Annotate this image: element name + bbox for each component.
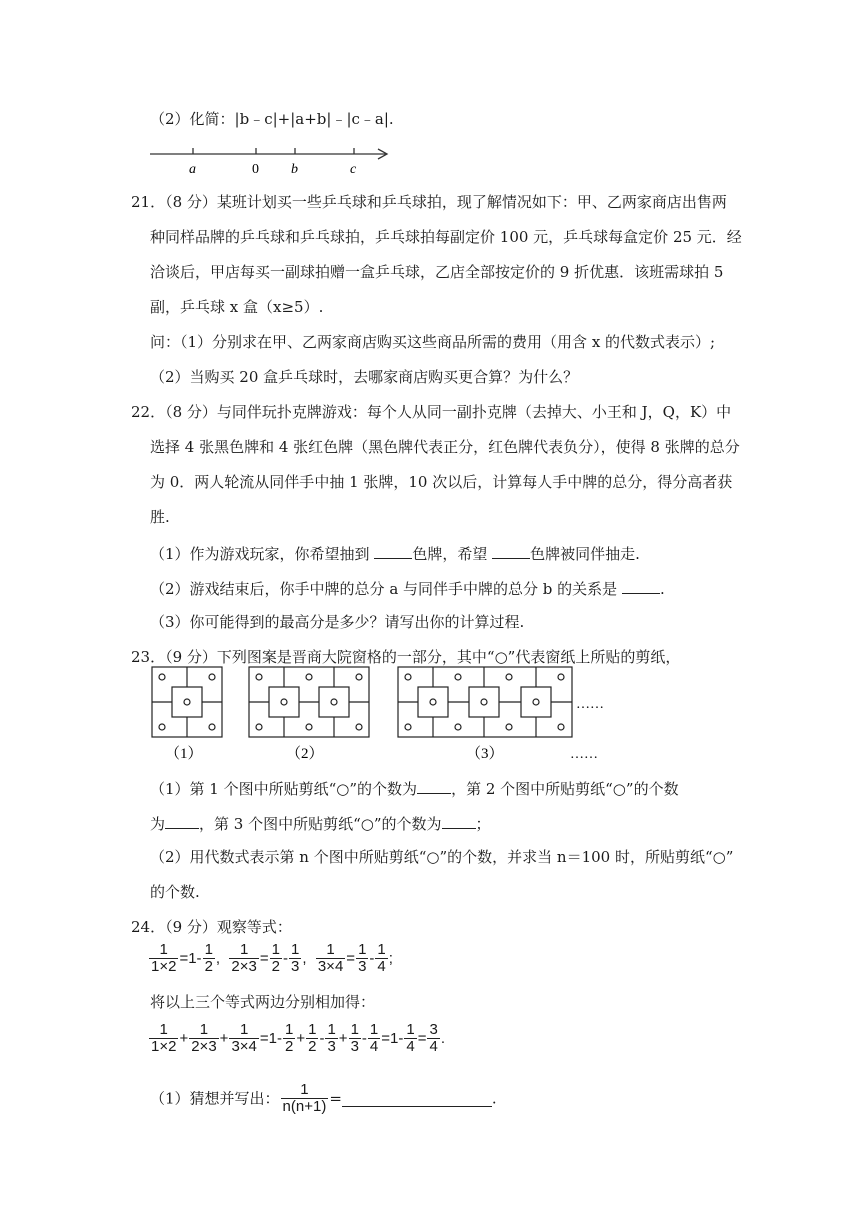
label-a: a [189,162,196,177]
q23-sub1-line1: （1）第 1 个图中所贴剪纸“○”的个数为 ，第 2 个图中所贴剪纸“○”的个数 [150,777,679,799]
ellipsis-right: …… [576,697,604,712]
ellipsis-bottom: …… [570,747,598,762]
answer-blank[interactable] [342,1090,492,1107]
q22-sub3: （3）你可能得到的最高分是多少？请写出你的计算过程. [150,613,525,631]
q23-sub2-line2: 的个数. [150,883,200,901]
q24-sub1: （1）猜想并写出： $\frac{1}{n(n+1)}$ = . [150,1081,497,1115]
equation-row-2: $\frac{1}{1\times 2}$ + $\frac{1}{2\times 3}$ + $\frac{1}{3\times 4}$ =1- $\frac{1}{2}$ + $\frac{1}{2}$ - $\frac{1}{3}$ + $\frac{1}{3}$ - $\frac{1}{4}$ =1- $\frac{1}{4}$ = $\frac{3}{4}$ . [151,1021,445,1055]
label-c: c [350,162,357,177]
q22-line1: 22．（8 分）与同伴玩扑克牌游戏：每个人从同一副扑克牌（去掉大、小王和 J，Q，K）中 [131,403,732,421]
label-b: b [291,162,298,177]
q22-line3: 为 0．两人轮流从同伴手中抽 1 张牌，10 次以后，计算每人手中牌的总分，得分高者获 [150,473,733,491]
answer-blank[interactable] [622,577,660,594]
q22-sub1: （1）作为游戏玩家，你希望抽到 色牌，希望 色牌被同伴抽走. [150,542,640,564]
q22-line2: 选择 4 张黑色牌和 4 张红色牌（黑色牌代表正分，红色牌代表负分），使得 8 张牌的总分 [150,438,740,456]
q24-line2: 将以上三个等式两边分别相加得： [150,993,376,1011]
q21-line1: 21．（8 分）某班计划买一些乒乓球和乒乓球拍，现了解情况如下：甲、乙两家商店出售两 [131,193,727,211]
label-zero: 0 [252,162,259,177]
q23-line1: 23．（9 分）下列图案是晋商大院窗格的一部分，其中“○”代表窗纸上所贴的剪纸， [131,648,681,666]
fig3-label: （3） [466,746,504,762]
answer-blank[interactable] [442,812,476,829]
q20-sub2: （2）化简：|b﹣c|+|a+b|﹣|c﹣a|. [150,110,394,128]
q24-line1: 24．（9 分）观察等式： [131,918,292,936]
q21-line6: （2）当购买 20 盒乒乓球时，去哪家商店购买更合算？为什么？ [150,368,579,386]
fig2-label: （2） [286,746,324,762]
answer-blank[interactable] [374,542,412,559]
answer-blank[interactable] [417,777,451,794]
q23-sub2-line1: （2）用代数式表示第 n 个图中所贴剪纸“○”的个数，并求当 n＝100 时，所贴剪纸“○” [150,848,734,866]
number-line [146,143,396,179]
q23-sub1-line2: 为 ，第 3 个图中所贴剪纸“○”的个数为 ； [150,812,491,834]
q21-line4: 副，乒乓球 x 盒（x≥5）. [150,298,324,316]
q21-line3: 洽谈后，甲店每买一副球拍赠一盒乒乓球，乙店全部按定价的 9 折优惠．该班需球拍 5 [150,263,724,281]
fig1-label: （1） [165,746,203,762]
q22-line4: 胜. [150,508,170,526]
q21-line2: 种同样品牌的乒乓球和乒乓球拍，乒乓球拍每副定价 100 元，乒乓球每盒定价 25 元．经 [150,228,742,246]
q22-sub2: （2）游戏结束后，你手中牌的总分 a 与同伴手中牌的总分 b 的关系是 . [150,577,665,599]
answer-blank[interactable] [165,812,199,829]
equation-row-1: $\frac{1}{1\times 2}$ =1- $\frac{1}{2}$ , $\frac{1}{2\times 3}$ = $\frac{1}{2}$ - $\frac{1}{3}$ , $\frac{1}{3\times 4}$ = $\frac{1}{3}$ - $\frac{1}{4}$ ; [151,941,393,975]
answer-blank[interactable] [492,542,530,559]
window-pattern-figure [140,660,620,770]
q21-line5: 问：（1）分别求在甲、乙两家商店购买这些商品所需的费用（用含 x 的代数式表示）; [150,333,716,351]
